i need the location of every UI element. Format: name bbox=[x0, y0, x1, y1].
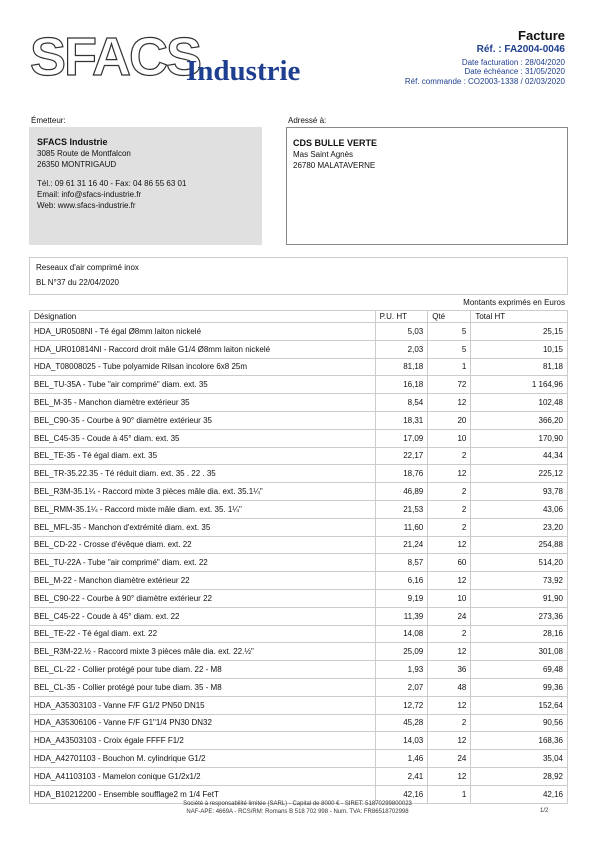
cell-designation: BEL_CL-22 - Collier protégé pour tube diam. 22 - M8 bbox=[30, 661, 376, 679]
emitter-box bbox=[29, 127, 262, 245]
cell-designation: HDA_T08008025 - Tube polyamide Rilsan incolore 6x8 25m bbox=[30, 358, 376, 376]
cell-unit-price: 18,76 bbox=[375, 465, 428, 483]
col-designation: Désignation bbox=[30, 311, 376, 323]
cell-unit-price: 22,17 bbox=[375, 447, 428, 465]
cell-designation: BEL_R3M-35.1¼ - Raccord mixte 3 pièces mâle dia. ext. 35.1¼" bbox=[30, 483, 376, 501]
table-row bbox=[30, 429, 568, 447]
footer-line2: NAF-APE: 4669A - RCS/RM: Romans B 518 702 998 - Num. TVA: FR86518702998 bbox=[186, 809, 409, 815]
cell-total: 102,48 bbox=[471, 394, 568, 412]
due-date: Date échéance : 31/05/2020 bbox=[464, 67, 565, 76]
cell-qty: 20 bbox=[428, 411, 471, 429]
cell-total: 225,12 bbox=[471, 465, 568, 483]
cell-designation: HDA_A35303103 - Vanne F/F G1/2 PN50 DN15 bbox=[30, 696, 376, 714]
cell-qty: 60 bbox=[428, 554, 471, 572]
table-row bbox=[30, 678, 568, 696]
emitter-label: Émetteur: bbox=[31, 116, 66, 125]
cell-designation: BEL_TE-22 - Té égal diam. ext. 22 bbox=[30, 625, 376, 643]
cell-total: 514,20 bbox=[471, 554, 568, 572]
table-row bbox=[30, 536, 568, 554]
col-total: Total HT bbox=[471, 311, 568, 323]
table-row bbox=[30, 607, 568, 625]
table-row bbox=[30, 750, 568, 768]
cell-unit-price: 16,18 bbox=[375, 376, 428, 394]
cell-unit-price: 21,24 bbox=[375, 536, 428, 554]
cell-qty: 72 bbox=[428, 376, 471, 394]
cell-total: 152,64 bbox=[471, 696, 568, 714]
table-row bbox=[30, 394, 568, 412]
cell-total: 91,90 bbox=[471, 589, 568, 607]
cell-unit-price: 45,28 bbox=[375, 714, 428, 732]
cell-unit-price: 8,57 bbox=[375, 554, 428, 572]
cell-designation: BEL_CD-22 - Crosse d'évêque diam. ext. 22 bbox=[30, 536, 376, 554]
cell-total: 10,15 bbox=[471, 340, 568, 358]
cell-unit-price: 5,03 bbox=[375, 323, 428, 341]
cell-unit-price: 17,09 bbox=[375, 429, 428, 447]
table-row bbox=[30, 483, 568, 501]
cell-unit-price: 14,03 bbox=[375, 732, 428, 750]
cell-qty: 2 bbox=[428, 625, 471, 643]
cell-unit-price: 12,72 bbox=[375, 696, 428, 714]
emitter-phone: Tél.: 09 61 31 16 40 - Fax: 04 86 55 63 01 bbox=[37, 179, 187, 188]
recipient-address-line1: Mas Saint Agnès bbox=[293, 150, 354, 159]
cell-designation: HDA_A35306106 - Vanne F/F G1"1/4 PN30 DN32 bbox=[30, 714, 376, 732]
cell-unit-price: 11,60 bbox=[375, 518, 428, 536]
cell-total: 168,36 bbox=[471, 732, 568, 750]
document-title: Facture bbox=[518, 28, 565, 43]
cell-unit-price: 1,46 bbox=[375, 750, 428, 768]
table-row bbox=[30, 696, 568, 714]
emitter-name: SFACS Industrie bbox=[37, 137, 108, 147]
table-row bbox=[30, 411, 568, 429]
cell-total: 93,78 bbox=[471, 483, 568, 501]
cell-total: 366,20 bbox=[471, 411, 568, 429]
table-row bbox=[30, 554, 568, 572]
recipient-box bbox=[286, 127, 568, 245]
table-row bbox=[30, 518, 568, 536]
cell-unit-price: 8,54 bbox=[375, 394, 428, 412]
cell-unit-price: 2,41 bbox=[375, 767, 428, 785]
cell-designation: HDA_B10212200 - Ensemble soufflage2 m 1/4 FetT bbox=[30, 785, 376, 803]
table-row bbox=[30, 500, 568, 518]
cell-qty: 2 bbox=[428, 447, 471, 465]
cell-qty: 2 bbox=[428, 483, 471, 501]
cell-designation: HDA_UR0508NI - Té égal Ø8mm laiton nickelé bbox=[30, 323, 376, 341]
recipient-label: Adressé à: bbox=[288, 116, 327, 125]
company-logo: SFACS bbox=[30, 27, 201, 87]
legal-footer bbox=[0, 800, 595, 816]
cell-qty: 12 bbox=[428, 732, 471, 750]
cell-total: 44,34 bbox=[471, 447, 568, 465]
cell-unit-price: 18,31 bbox=[375, 411, 428, 429]
order-ref: Réf. commande : CO2003-1338 / 02/03/2020 bbox=[404, 77, 565, 86]
table-row bbox=[30, 714, 568, 732]
page-number: 1/2 bbox=[540, 808, 549, 814]
items-table bbox=[29, 310, 568, 804]
cell-qty: 5 bbox=[428, 323, 471, 341]
cell-total: 43,06 bbox=[471, 500, 568, 518]
cell-total: 23,20 bbox=[471, 518, 568, 536]
cell-qty: 12 bbox=[428, 767, 471, 785]
cell-designation: BEL_C45-22 - Coude à 45° diam. ext. 22 bbox=[30, 607, 376, 625]
footer-line1: Société à responsabilité limitée (SARL) - Capital de 8000 € - SIRET: 51870299800023 bbox=[183, 801, 412, 807]
cell-qty: 12 bbox=[428, 572, 471, 590]
cell-total: 170,90 bbox=[471, 429, 568, 447]
cell-total: 1 164,96 bbox=[471, 376, 568, 394]
cell-qty: 1 bbox=[428, 785, 471, 803]
cell-designation: BEL_R3M-22.½ - Raccord mixte 3 pièces mâle dia. ext. 22.½" bbox=[30, 643, 376, 661]
cell-qty: 12 bbox=[428, 394, 471, 412]
cell-total: 81,18 bbox=[471, 358, 568, 376]
cell-qty: 5 bbox=[428, 340, 471, 358]
cell-qty: 24 bbox=[428, 750, 471, 768]
emitter-web: Web: www.sfacs-industrie.fr bbox=[37, 201, 136, 210]
table-row bbox=[30, 661, 568, 679]
cell-unit-price: 81,18 bbox=[375, 358, 428, 376]
table-header-row bbox=[30, 311, 568, 323]
cell-unit-price: 2,07 bbox=[375, 678, 428, 696]
cell-designation: HDA_UR010814NI - Raccord droit mâle G1/4 Ø8mm laiton nickelé bbox=[30, 340, 376, 358]
cell-unit-price: 25,09 bbox=[375, 643, 428, 661]
cell-designation: BEL_M-22 - Manchon diamètre extérieur 22 bbox=[30, 572, 376, 590]
cell-qty: 12 bbox=[428, 643, 471, 661]
emitter-email: Email: info@sfacs-industrie.fr bbox=[37, 190, 142, 199]
table-row bbox=[30, 625, 568, 643]
invoice-date: Date facturation : 28/04/2020 bbox=[461, 58, 565, 67]
table-row bbox=[30, 732, 568, 750]
cell-total: 35,04 bbox=[471, 750, 568, 768]
cell-qty: 1 bbox=[428, 358, 471, 376]
table-row bbox=[30, 323, 568, 341]
cell-designation: HDA_A41103103 - Mamelon conique G1/2x1/2 bbox=[30, 767, 376, 785]
cell-designation: BEL_RMM-35.1¼ - Raccord mixte mâle diam. ext. 35. 1¼" bbox=[30, 500, 376, 518]
table-row bbox=[30, 447, 568, 465]
table-row bbox=[30, 358, 568, 376]
cell-qty: 24 bbox=[428, 607, 471, 625]
cell-unit-price: 1,93 bbox=[375, 661, 428, 679]
table-row bbox=[30, 465, 568, 483]
cell-total: 273,36 bbox=[471, 607, 568, 625]
cell-qty: 10 bbox=[428, 429, 471, 447]
cell-qty: 12 bbox=[428, 696, 471, 714]
cell-total: 301,08 bbox=[471, 643, 568, 661]
note-line2: BL N°37 du 22/04/2020 bbox=[36, 278, 119, 287]
table-row bbox=[30, 767, 568, 785]
cell-total: 90,56 bbox=[471, 714, 568, 732]
cell-qty: 2 bbox=[428, 518, 471, 536]
col-qty: Qté bbox=[428, 311, 471, 323]
col-unit-price: P.U. HT bbox=[375, 311, 428, 323]
cell-total: 254,88 bbox=[471, 536, 568, 554]
cell-qty: 36 bbox=[428, 661, 471, 679]
cell-qty: 12 bbox=[428, 465, 471, 483]
table-row bbox=[30, 643, 568, 661]
cell-qty: 48 bbox=[428, 678, 471, 696]
emitter-address-line2: 26350 MONTRIGAUD bbox=[37, 160, 117, 169]
cell-unit-price: 9,19 bbox=[375, 589, 428, 607]
cell-unit-price: 2,03 bbox=[375, 340, 428, 358]
cell-total: 69,48 bbox=[471, 661, 568, 679]
recipient-name: CDS BULLE VERTE bbox=[293, 138, 378, 148]
company-logo-industrie: Industrie bbox=[186, 55, 301, 87]
cell-designation: BEL_TU-35A - Tube "air comprimé" diam. ext. 35 bbox=[30, 376, 376, 394]
cell-unit-price: 42,16 bbox=[375, 785, 428, 803]
table-row bbox=[30, 340, 568, 358]
cell-designation: BEL_TE-35 - Té égal diam. ext. 35 bbox=[30, 447, 376, 465]
recipient-address-line2: 26780 MALATAVERNE bbox=[293, 161, 376, 170]
invoice-ref: Réf. : FA2004-0046 bbox=[476, 44, 565, 55]
cell-designation: BEL_TU-22A - Tube "air comprimé" diam. ext. 22 bbox=[30, 554, 376, 572]
cell-designation: HDA_A43503103 - Croix égale FFFF F1/2 bbox=[30, 732, 376, 750]
cell-total: 28,92 bbox=[471, 767, 568, 785]
cell-unit-price: 11,39 bbox=[375, 607, 428, 625]
cell-total: 99,36 bbox=[471, 678, 568, 696]
cell-designation: BEL_M-35 - Manchon diamètre extérieur 35 bbox=[30, 394, 376, 412]
note-line1: Reseaux d'air comprimé inox bbox=[36, 263, 139, 272]
cell-designation: BEL_C45-35 - Coude à 45° diam. ext. 35 bbox=[30, 429, 376, 447]
cell-designation: HDA_A42701103 - Bouchon M. cylindrique G1/2 bbox=[30, 750, 376, 768]
cell-unit-price: 46,89 bbox=[375, 483, 428, 501]
cell-qty: 12 bbox=[428, 536, 471, 554]
cell-unit-price: 14,08 bbox=[375, 625, 428, 643]
cell-qty: 2 bbox=[428, 714, 471, 732]
table-row bbox=[30, 589, 568, 607]
cell-total: 73,92 bbox=[471, 572, 568, 590]
cell-qty: 10 bbox=[428, 589, 471, 607]
currency-note: Montants exprimés en Euros bbox=[463, 298, 565, 307]
cell-unit-price: 21,53 bbox=[375, 500, 428, 518]
cell-designation: BEL_TR-35.22.35 - Té réduit diam. ext. 35 . 22 . 35 bbox=[30, 465, 376, 483]
table-row bbox=[30, 572, 568, 590]
cell-total: 28,16 bbox=[471, 625, 568, 643]
invoice-note bbox=[29, 257, 568, 295]
table-row bbox=[30, 376, 568, 394]
cell-qty: 2 bbox=[428, 500, 471, 518]
cell-designation: BEL_MFL-35 - Manchon d'extrémité diam. ext. 35 bbox=[30, 518, 376, 536]
cell-designation: BEL_C90-22 - Courbe à 90° diamètre extérieur 22 bbox=[30, 589, 376, 607]
cell-unit-price: 6,16 bbox=[375, 572, 428, 590]
cell-designation: BEL_CL-35 - Collier protégé pour tube diam. 35 - M8 bbox=[30, 678, 376, 696]
cell-total: 25,15 bbox=[471, 323, 568, 341]
cell-total: 42,16 bbox=[471, 785, 568, 803]
cell-designation: BEL_C90-35 - Courbe à 90° diamètre extérieur 35 bbox=[30, 411, 376, 429]
emitter-address-line1: 3085 Route de Montfalcon bbox=[37, 149, 131, 158]
